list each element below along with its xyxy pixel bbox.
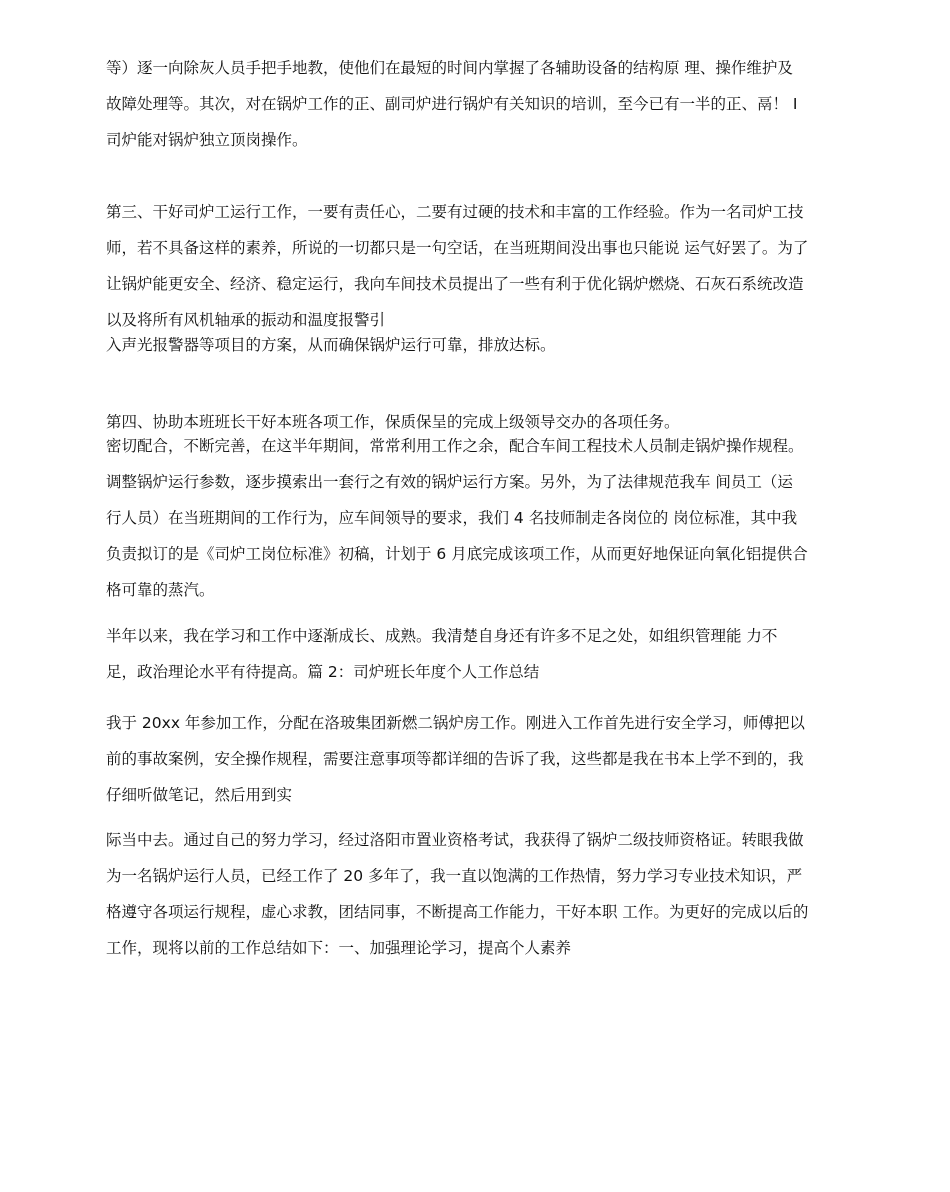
paragraph-3: 入声光报警器等项目的方案，从而确保锅炉运行可靠，排放达标。 [106, 336, 556, 354]
paragraph-7: 我于 20xx 年参加工作，分配在洛玻集团新燃二锅炉房工作。刚进入工作首先进行安全学习，师傅把以 前的事故案例，安全操作规程，需要注意事项等都详细的告诉了我，这些都是我在书本上学不到的，我 仔细听做笔记，然后用到实 [106, 714, 805, 804]
paragraph-2: 第三、干好司炉工运行工作，一要有责任心，二要有过硬的技术和丰富的工作经验。作为一名司炉工技 师，若不具备这样的素养，所说的一切都只是一句空话，在当班期间没出事也只能说 运气好罢了。为了 让锅炉能更安全、经济、稳定运行，我向车间技术员提出了一些有利于优化锅炉燃烧、石灰石系统改造 以及将所有风机轴承的振动和温度报警引 [106, 203, 809, 329]
paragraph-8: 际当中去。通过自己的努力学习，经过洛阳市置业资格考试，我获得了锅炉二级技师资格证。转眼我做 为一名锅炉运行人员，已经工作了 20 多年了，我一直以饱满的工作热情，努力学习专业技术知识，严 格遵守各项运行规程，虚心求教，团结同事，不断提高工作能力，干好本职 工作。为更好的完成以后的 工作，现将以前的工作总结如下：一、加强理论学习，提高个人素养 [106, 831, 809, 957]
paragraph-5: 密切配合，不断完善，在这半年期间，常常利用工作之余，配合车间工程技术人员制走锅炉操作规程。 调整锅炉运行参数，逐步摸索出一套行之有效的锅炉运行方案。另外，为了法律规范我车 间员工（运 行人员）在当班期间的工作行为，应车间领导的要求，我们 4 名技师制走各岗位的 岗位标准，其中我 负责拟订的是《司炉工岗位标准》初稿，计划于 6 月底完成该项工作，从而更好地保证向氧化铝提供合 格可靠的蒸汽。 [106, 437, 808, 599]
paragraph-1: 等）逐一向除灰人员手把手地教，使他们在最短的时间内掌握了各辅助设备的结构原 理、操作维护及 故障处理等。其次，对在锅炉工作的正、副司炉进行锅炉有关知识的培训，至今已有一半的正、鬲！ I 司炉能对锅炉独立顶岗操作。 [106, 59, 798, 149]
paragraph-4: 第四、协助本班班长干好本班各项工作，保质保呈的完成上级领导交办的各项任务。 [106, 413, 680, 431]
paragraph-6: 半年以来，我在学习和工作中逐渐成长、成熟。我清楚自身还有许多不足之处，如组织管理能 力不 足，政治理论水平有待提高。篇 2：司炉班长年度个人工作总结 [106, 627, 778, 681]
